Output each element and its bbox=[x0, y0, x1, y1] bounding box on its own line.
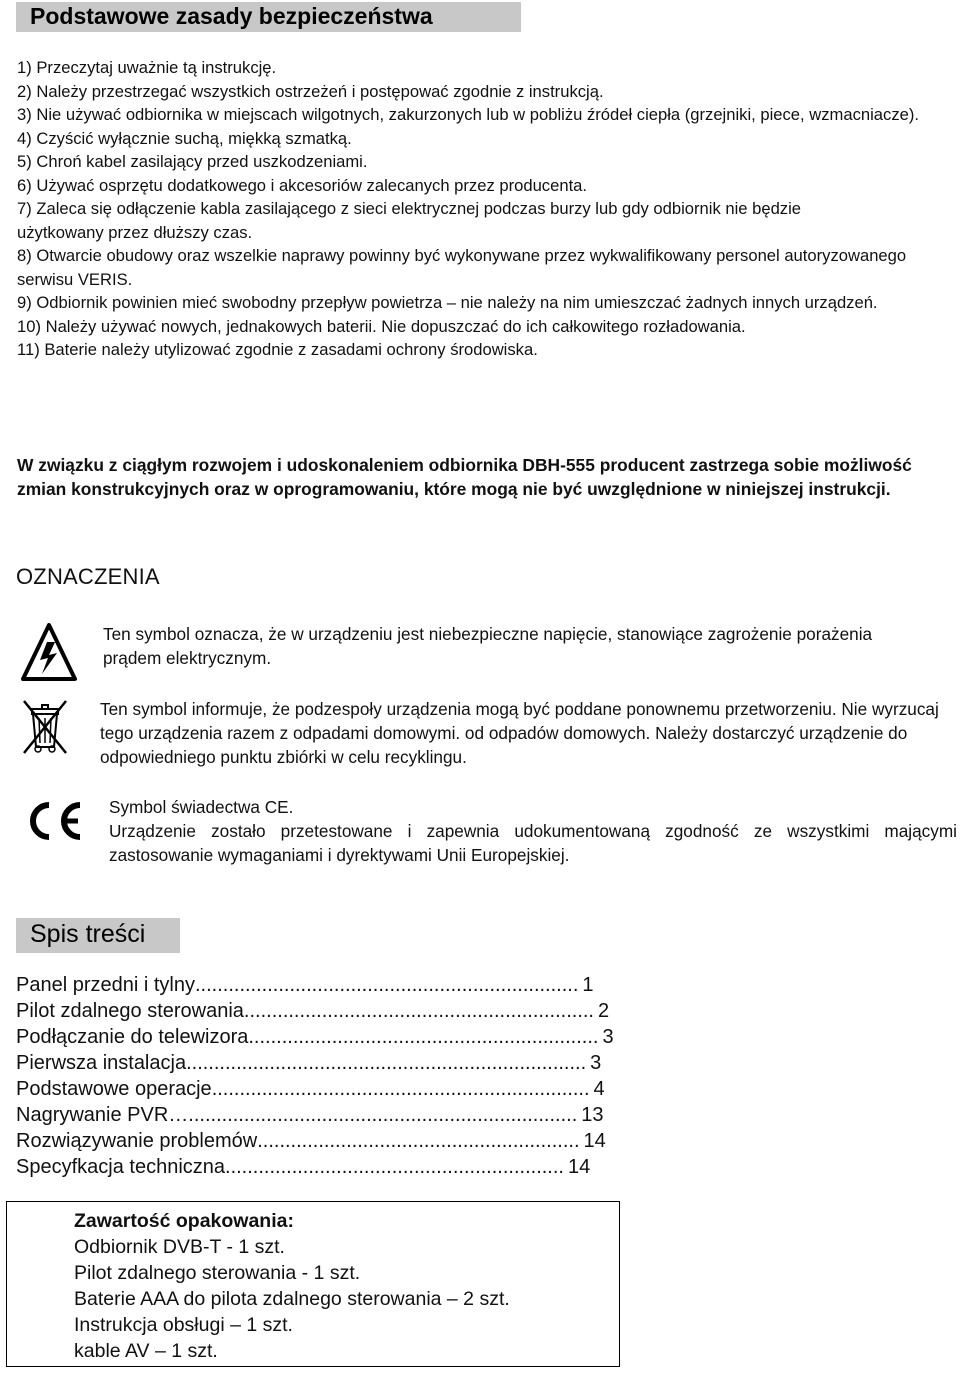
toc-item-page: 1 bbox=[582, 974, 594, 996]
toc-item[interactable] bbox=[16, 1102, 866, 1128]
safety-rule: 11) Baterie należy utylizować zgodnie z zasadami ochrony środowiska. bbox=[17, 340, 538, 359]
toc-item-page: 4 bbox=[593, 1078, 605, 1100]
toc-item-label: Nagrywanie PVR… bbox=[16, 1104, 189, 1126]
toc-item-label: Specyfkacja techniczna bbox=[16, 1156, 226, 1178]
package-contents-box bbox=[6, 1201, 620, 1367]
safety-rule: 6) Używać osprzętu dodatkowego i akcesoriów zalecanych przez producenta. bbox=[17, 175, 588, 195]
toc-item-label: Pilot zdalnego sterowania bbox=[16, 1000, 244, 1022]
symbols-section-title: OZNACZENIA bbox=[16, 564, 160, 589]
safety-rule: 2) Należy przestrzegać wszystkich ostrzeżeń i postępować zgodnie z instrukcją. bbox=[17, 81, 604, 101]
package-item: Baterie AAA do pilota zdalnego sterowania – 2 szt. bbox=[74, 1288, 510, 1310]
toc-item-leader: .................................................................... bbox=[211, 1078, 590, 1100]
table-of-contents bbox=[16, 972, 866, 1180]
manufacturer-notice: W związku z ciągłym rozwojem i udoskonaleniem odbiornika DBH-555 producent zastrzega sobie możliwość zmian konstrukcyjnych oraz w oprogramowaniu, które mogą nie być uwzględnione w niniejszej instrukcji. bbox=[17, 455, 912, 499]
toc-item-page: 2 bbox=[598, 1000, 610, 1022]
safety-section-title: Podstawowe zasady bezpieczeństwa bbox=[30, 3, 433, 29]
safety-rule: 3) Nie używać odbiornika w miejscach wilgotnych, zakurzonych lub w pobliżu źródeł ciepła (grzejniki, piece, wzmacniacze). bbox=[17, 105, 919, 124]
safety-rule: 10) Należy używać nowych, jednakowych baterii. Nie dopuszczać do ich całkowitego rozładowania. bbox=[17, 316, 746, 336]
safety-rule: użytkowany przez dłuższy czas. bbox=[17, 222, 253, 242]
ce-symbol-heading: Symbol świadectwa CE. bbox=[109, 797, 294, 817]
toc-section-title: Spis treści bbox=[30, 920, 146, 948]
toc-item-leader: .......................................................... bbox=[257, 1130, 580, 1152]
warning-symbol-text: Ten symbol oznacza, że w urządzeniu jest niebezpieczne napięcie, stanowiące zagrożenie porażenia prądem elektrycznym. bbox=[103, 624, 873, 668]
toc-item-page: 3 bbox=[602, 1026, 614, 1048]
safety-rule: 7) Zaleca się odłączenie kabla zasilającego z sieci elektrycznej podczas burzy lub gdy odbiornik nie będzie bbox=[17, 199, 802, 218]
ce-symbol-block bbox=[109, 795, 957, 867]
safety-rule: 1) Przeczytaj uważnie tą instrukcję. bbox=[17, 58, 277, 77]
toc-item-label: Podłączanie do telewizora bbox=[16, 1026, 249, 1048]
toc-item-page: 13 bbox=[581, 1104, 604, 1126]
toc-item-page: 14 bbox=[567, 1156, 591, 1178]
package-item: Odbiornik DVB-T - 1 szt. bbox=[74, 1236, 285, 1258]
package-item: kable AV – 1 szt. bbox=[74, 1340, 218, 1362]
toc-item-label: Podstawowe operacje bbox=[16, 1078, 212, 1100]
ce-symbol-text: Urządzenie zostało przetestowane i zapewnia udokumentowaną zgodność ze wszystkimi mającymi zastosowanie wymaganiami i dyrektywami Unii Europejskiej. bbox=[109, 821, 957, 865]
toc-item-label: Rozwiązywanie problemów bbox=[16, 1130, 258, 1152]
package-contents-title: Zawartość opakowania: bbox=[74, 1210, 294, 1232]
toc-item[interactable] bbox=[16, 1076, 866, 1102]
toc-item[interactable] bbox=[16, 1154, 866, 1180]
toc-section-header bbox=[16, 918, 180, 953]
toc-item-leader: ...................................................................... bbox=[188, 1104, 578, 1126]
high-voltage-warning-icon bbox=[20, 622, 78, 682]
safety-section-header bbox=[16, 2, 521, 32]
toc-item-leader: ........................................................................ bbox=[186, 1052, 587, 1074]
toc-item[interactable] bbox=[16, 998, 866, 1024]
toc-item[interactable] bbox=[16, 1050, 866, 1076]
safety-rule: 9) Odbiornik powinien mieć swobodny przepływ powietrza – nie należy na nim umieszczać żadnych innych urządzeń. bbox=[17, 293, 878, 312]
package-item: Instrukcja obsługi – 1 szt. bbox=[74, 1314, 293, 1336]
toc-item-leader: ............................................................... bbox=[248, 1026, 599, 1048]
weee-symbol-text: Ten symbol informuje, że podzespoły urządzenia mogą być poddane ponownemu przetworzeniu. Nie wyrzucaj tego urządzenia razem z odpadami domowymi. od odpadów domowych. Należy dostarczyć urządzenie do odpowiedniego punktu zbiórki w celu recyklingu. bbox=[100, 699, 939, 767]
ce-mark-icon bbox=[22, 800, 84, 842]
safety-rule: 5) Chroń kabel zasilający przed uszkodzeniami. bbox=[17, 152, 368, 171]
toc-item-label: Pierwsza instalacja bbox=[16, 1052, 187, 1074]
safety-rule: 8) Otwarcie obudowy oraz wszelkie naprawy powinny być wykonywane przez wykwalifikowany personel autoryzowanego serwisu VERIS. bbox=[17, 246, 907, 289]
toc-item[interactable] bbox=[16, 972, 866, 998]
toc-item-page: 14 bbox=[583, 1130, 606, 1152]
safety-rules-list bbox=[17, 56, 957, 362]
toc-item-label: Panel przedni i tylny bbox=[16, 974, 195, 996]
toc-item-leader: ............................................................... bbox=[243, 1000, 594, 1022]
toc-item[interactable] bbox=[16, 1024, 866, 1050]
toc-item-leader: ............................................................. bbox=[225, 1156, 564, 1178]
safety-rule: 4) Czyścić wyłącznie suchą, miękką szmatką. bbox=[17, 128, 352, 148]
crossed-bin-icon bbox=[18, 697, 74, 757]
package-item: Pilot zdalnego sterowania - 1 szt. bbox=[74, 1262, 361, 1284]
toc-item-page: 3 bbox=[590, 1052, 602, 1074]
toc-item[interactable] bbox=[16, 1128, 866, 1154]
toc-item-leader: ..................................................................... bbox=[194, 974, 579, 996]
